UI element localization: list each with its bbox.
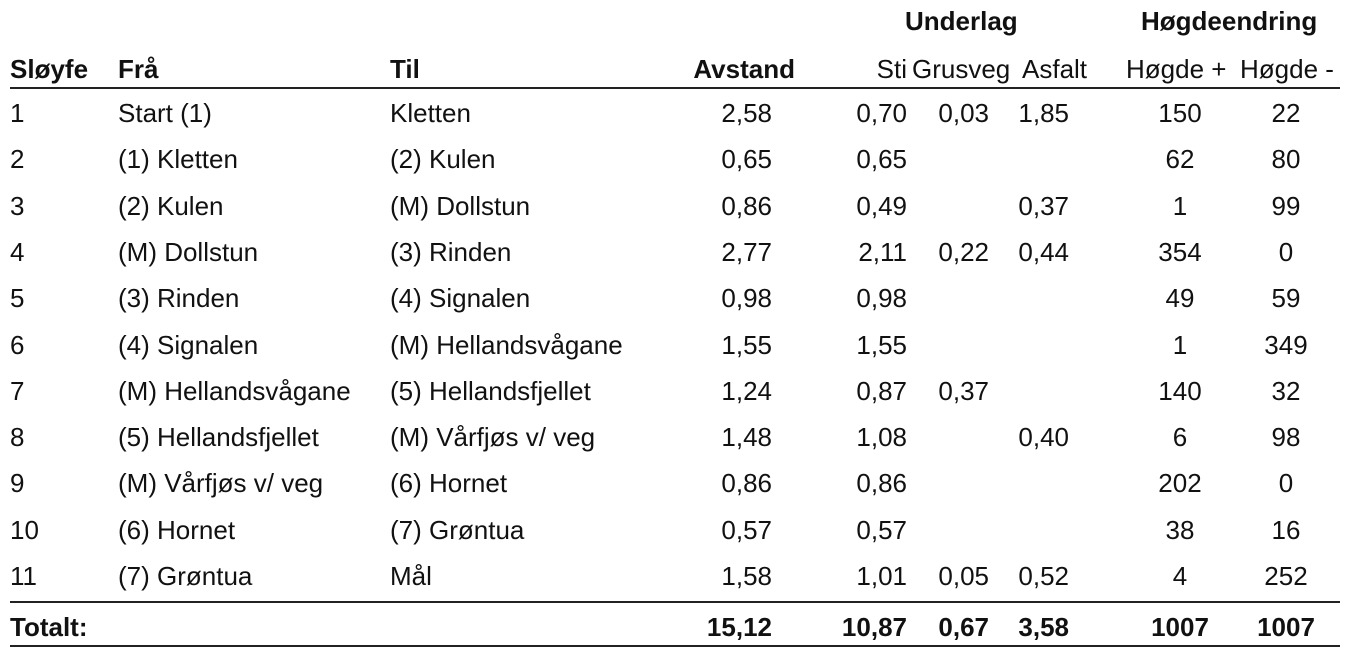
cell-hogde-minus: 98 <box>1271 422 1301 452</box>
cell-avstand: 0,57 <box>721 515 772 545</box>
total-label: Totalt: <box>10 612 88 642</box>
column-header-fra: Frå <box>118 54 159 84</box>
cell-sloyfe: 5 <box>10 283 25 313</box>
cell-avstand: 1,24 <box>721 376 772 406</box>
cell-hogde-minus: 32 <box>1271 376 1301 406</box>
cell-hogde-minus: 59 <box>1271 283 1301 313</box>
total-hogde-minus: 1007 <box>1257 612 1315 642</box>
column-header-sloyfe: Sløyfe <box>10 54 89 84</box>
cell-hogde-pluss: 1 <box>1172 330 1188 360</box>
cell-sti: 0,86 <box>856 468 907 498</box>
cell-sti: 2,11 <box>858 237 907 267</box>
cell-avstand: 2,77 <box>721 237 772 267</box>
column-header-avstand: Avstand <box>693 54 795 84</box>
cell-avstand: 1,55 <box>721 330 772 360</box>
cell-asfalt: 0,37 <box>1018 191 1069 221</box>
total-avstand: 15,12 <box>706 612 772 642</box>
cell-fra: Start (1) <box>118 98 212 128</box>
cell-hogde-minus: 349 <box>1264 330 1308 360</box>
cell-grusveg: 0,22 <box>938 237 989 267</box>
total-grusveg: 0,67 <box>938 612 989 642</box>
column-header-hogde-pluss: Høgde + <box>1126 54 1227 84</box>
column-header-grusveg: Grusveg <box>912 54 1011 84</box>
cell-hogde-pluss: 49 <box>1165 283 1195 313</box>
cell-fra: (7) Grøntua <box>118 561 253 591</box>
cell-fra: (M) Dollstun <box>118 237 259 267</box>
cell-sti: 1,08 <box>856 422 907 452</box>
cell-avstand: 0,98 <box>721 283 772 313</box>
cell-hogde-pluss: 62 <box>1165 144 1195 174</box>
cell-sloyfe: 8 <box>10 422 25 452</box>
cell-sloyfe: 11 <box>10 561 37 591</box>
cell-til: (5) Hellandsfjellet <box>390 376 591 406</box>
cell-fra: (M) Hellandsvågane <box>118 376 351 406</box>
bottom-rule <box>10 645 1340 647</box>
cell-fra: (2) Kulen <box>118 191 224 221</box>
cell-hogde-pluss: 354 <box>1158 237 1202 267</box>
cell-avstand: 0,86 <box>721 191 772 221</box>
total-rule <box>10 601 1340 603</box>
group-header-hogdeendring: Høgdeendring <box>1141 6 1318 36</box>
cell-hogde-minus: 252 <box>1264 561 1308 591</box>
cell-hogde-pluss: 140 <box>1158 376 1202 406</box>
cell-hogde-pluss: 4 <box>1172 561 1188 591</box>
cell-grusveg: 0,03 <box>938 98 989 128</box>
cell-avstand: 0,86 <box>721 468 772 498</box>
cell-hogde-pluss: 1 <box>1172 191 1188 221</box>
cell-sloyfe: 7 <box>10 376 25 406</box>
cell-hogde-pluss: 202 <box>1158 468 1202 498</box>
cell-sloyfe: 3 <box>10 191 25 221</box>
cell-hogde-minus: 80 <box>1271 144 1301 174</box>
cell-sti: 0,98 <box>856 283 907 313</box>
cell-grusveg: 0,37 <box>938 376 989 406</box>
cell-hogde-minus: 0 <box>1278 468 1294 498</box>
total-hogde-pluss: 1007 <box>1151 612 1209 642</box>
cell-asfalt: 1,85 <box>1018 98 1069 128</box>
cell-sloyfe: 4 <box>10 237 25 267</box>
column-header-sti: Sti <box>876 54 907 84</box>
cell-til: (M) Hellandsvågane <box>390 330 623 360</box>
cell-hogde-pluss: 38 <box>1165 515 1195 545</box>
cell-sti: 0,49 <box>856 191 907 221</box>
cell-fra: (4) Signalen <box>118 330 259 360</box>
cell-fra: (3) Rinden <box>118 283 240 313</box>
cell-sloyfe: 2 <box>10 144 25 174</box>
cell-grusveg: 0,05 <box>938 561 989 591</box>
cell-avstand: 1,58 <box>721 561 772 591</box>
cell-fra: (1) Kletten <box>118 144 238 174</box>
cell-sti: 0,57 <box>856 515 907 545</box>
cell-avstand: 2,58 <box>721 98 772 128</box>
cell-fra: (5) Hellandsfjellet <box>118 422 319 452</box>
cell-til: (M) Dollstun <box>390 191 531 221</box>
column-header-til: Til <box>390 54 420 84</box>
cell-sti: 1,01 <box>856 561 907 591</box>
cell-sti: 0,70 <box>856 98 907 128</box>
cell-avstand: 1,48 <box>721 422 772 452</box>
cell-hogde-pluss: 6 <box>1172 422 1188 452</box>
cell-til: (6) Hornet <box>390 468 508 498</box>
cell-sti: 0,87 <box>856 376 907 406</box>
cell-sti: 0,65 <box>856 144 907 174</box>
cell-sloyfe: 9 <box>10 468 25 498</box>
cell-hogde-minus: 22 <box>1271 98 1301 128</box>
cell-til: Mål <box>390 561 432 591</box>
cell-sloyfe: 1 <box>10 98 25 128</box>
cell-sti: 1,55 <box>856 330 907 360</box>
cell-til: (7) Grøntua <box>390 515 525 545</box>
cell-sloyfe: 10 <box>10 515 39 545</box>
cell-sloyfe: 6 <box>10 330 25 360</box>
cell-hogde-minus: 99 <box>1271 191 1301 221</box>
cell-til: (M) Vårfjøs v/ veg <box>390 422 596 452</box>
cell-hogde-minus: 16 <box>1271 515 1301 545</box>
cell-hogde-minus: 0 <box>1278 237 1294 267</box>
cell-fra: (M) Vårfjøs v/ veg <box>118 468 324 498</box>
column-header-hogde-minus: Høgde - <box>1240 54 1334 84</box>
cell-til: Kletten <box>390 98 471 128</box>
cell-asfalt: 0,40 <box>1018 422 1069 452</box>
cell-fra: (6) Hornet <box>118 515 236 545</box>
cell-hogde-pluss: 150 <box>1158 98 1202 128</box>
total-sti: 10,87 <box>841 612 907 642</box>
cell-asfalt: 0,44 <box>1018 237 1069 267</box>
cell-til: (2) Kulen <box>390 144 496 174</box>
column-header-asfalt: Asfalt <box>1022 54 1088 84</box>
cell-til: (4) Signalen <box>390 283 531 313</box>
group-header-underlag: Underlag <box>905 6 1018 36</box>
cell-asfalt: 0,52 <box>1018 561 1069 591</box>
cell-avstand: 0,65 <box>721 144 772 174</box>
cell-til: (3) Rinden <box>390 237 512 267</box>
header-rule <box>10 87 1340 89</box>
total-asfalt: 3,58 <box>1018 612 1069 642</box>
